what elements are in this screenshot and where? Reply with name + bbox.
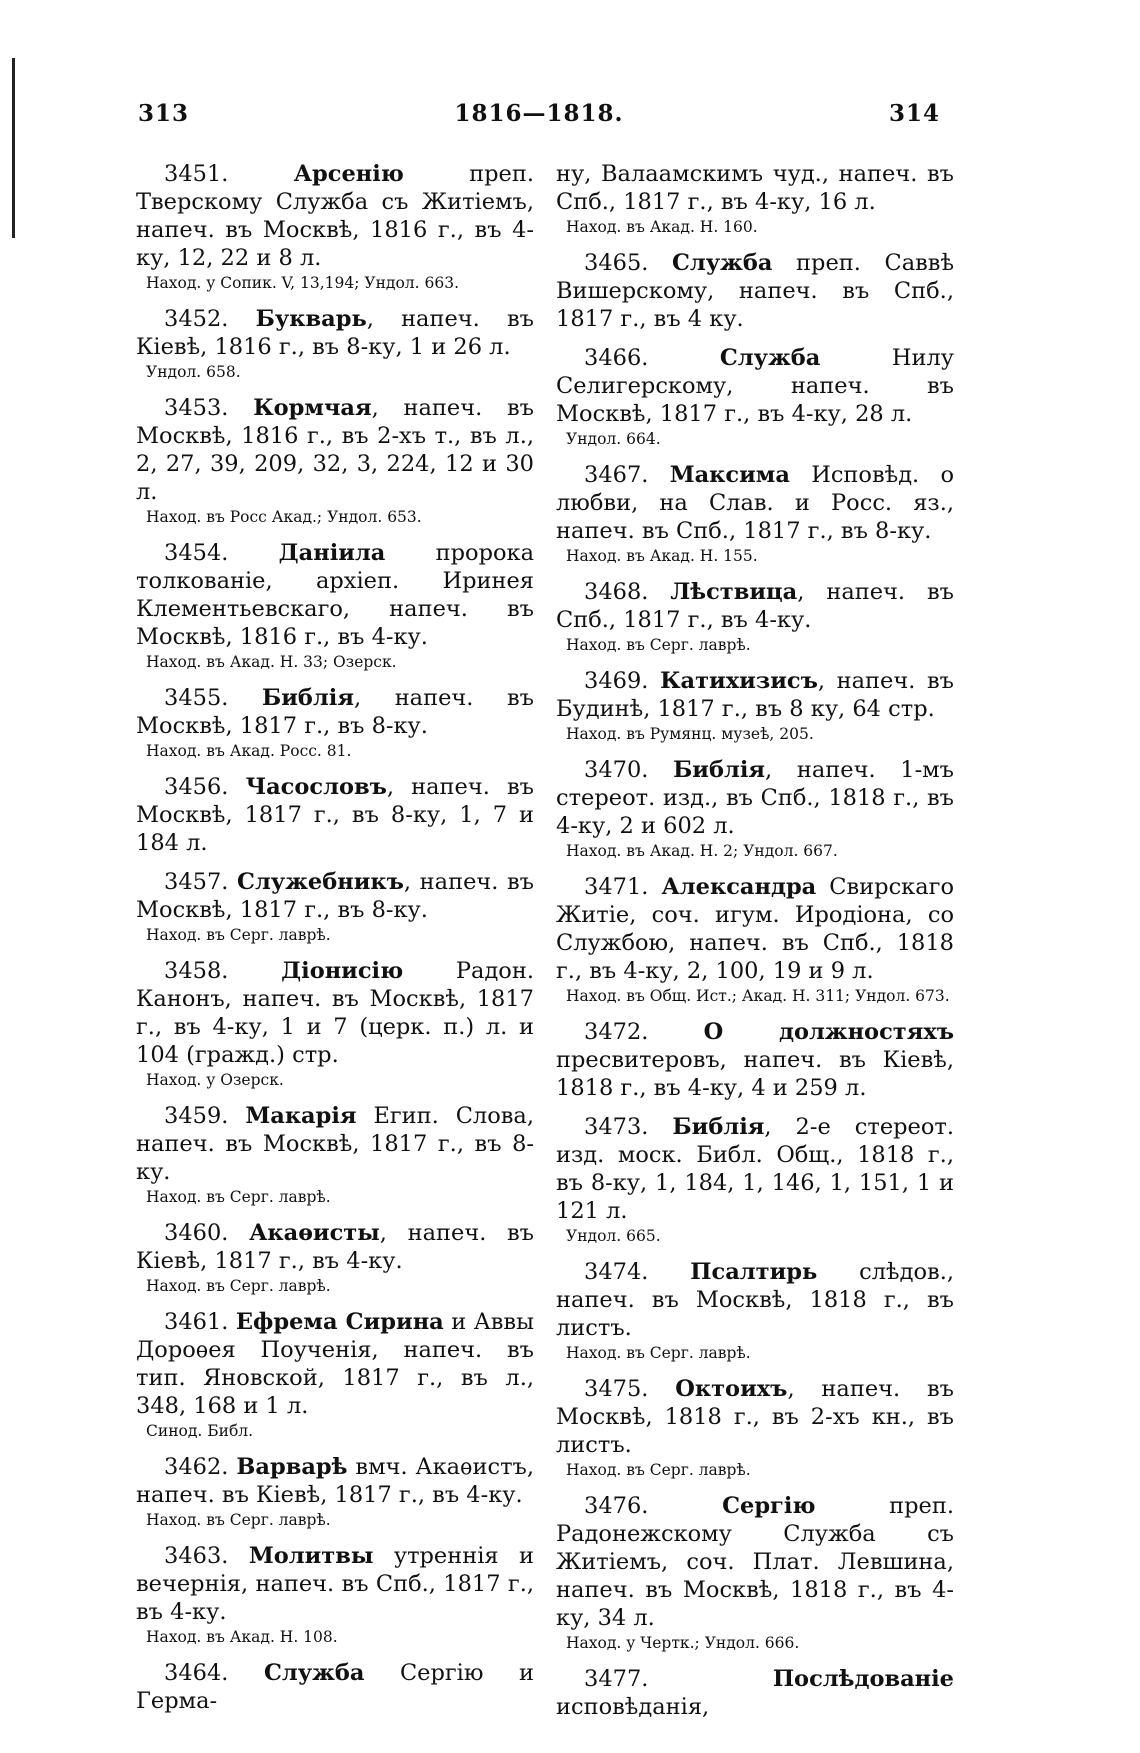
catalog-entry — [136, 1453, 534, 1531]
entry-location: Наход. у Сопик. V, 13,194; Ундол. 663. — [146, 274, 460, 292]
entry-number: 3468. — [584, 579, 649, 605]
entry-body — [136, 305, 534, 361]
catalog-entry — [136, 1659, 534, 1715]
entry-number: 3473. — [584, 1114, 649, 1140]
entry-number: 3456. — [164, 774, 229, 800]
entry-text: , напеч. въ Москвѣ, 1817 г., въ 8-ку, 1, 7 и 184 л. — [136, 774, 534, 856]
entry-text: исповѣданія, — [556, 1694, 710, 1720]
entry-number: 3451. — [164, 161, 229, 187]
entry-body — [136, 539, 534, 651]
entry-text: , напеч. 1-мъ стереот. изд., въ Спб., 1818 г., въ 4-ку, 2 и 602 л. — [556, 757, 954, 839]
entry-headword: Служба — [672, 250, 773, 276]
entry-text: Нилу Селигерскому, напеч. въ Москвѣ, 1817 г., въ 4-ку, 28 л. — [556, 345, 954, 427]
entry-headword: Молитвы — [248, 1543, 374, 1569]
entry-location: Ундол. 664. — [566, 430, 661, 448]
entry-location: Наход. въ Серг. лаврѣ. — [566, 1461, 751, 1479]
entry-number: 3462. — [164, 1454, 229, 1480]
entry-headword: Акаѳисты — [249, 1220, 380, 1246]
entry-number: 3458. — [164, 958, 229, 984]
entry-body — [136, 1659, 534, 1715]
entry-body — [136, 1453, 534, 1509]
entry-body — [136, 773, 534, 857]
catalog-entry — [556, 578, 954, 656]
entry-number: 3469. — [584, 668, 649, 694]
entry-headword: Сергію — [722, 1493, 816, 1519]
entry-number: 3466. — [584, 345, 649, 371]
entry-body — [136, 1308, 534, 1420]
entry-number: 3472. — [584, 1019, 649, 1045]
entry-headword: Библія — [262, 685, 354, 711]
entry-body — [136, 684, 534, 740]
entry-number: 3457. — [164, 869, 229, 895]
catalog-entry — [556, 667, 954, 745]
catalog-entry — [136, 305, 534, 383]
entry-text: , напеч. въ Кіевѣ, 1816 г., въ 8-ку, 1 и 26 л. — [136, 306, 534, 360]
entry-body — [556, 1665, 954, 1721]
entry-text: и Аввы Дороѳея Поученія, напеч. въ тип. Яновской, 1817 г., въ л., 348, 168 и 1 л. — [136, 1309, 534, 1419]
entry-body — [136, 160, 534, 272]
entry-headword: Даніила — [278, 540, 386, 566]
entry-text: , напеч. въ Будинѣ, 1817 г., въ 8 ку, 64 стр. — [556, 668, 954, 722]
entry-body — [136, 394, 534, 506]
entry-body — [556, 578, 954, 634]
entry-location: Наход. у Чертк.; Ундол. 666. — [566, 1634, 800, 1652]
entry-number: 3475. — [584, 1376, 649, 1402]
catalog-entry — [556, 756, 954, 862]
entry-location: Наход. въ Серг. лаврѣ. — [146, 926, 331, 944]
entry-number: 3467. — [584, 462, 649, 488]
binding-edge — [12, 58, 15, 238]
entry-number: 3471. — [584, 874, 649, 900]
right-column — [556, 160, 954, 1732]
catalog-entry — [136, 684, 534, 762]
catalog-entry — [136, 539, 534, 673]
entry-location: Наход. въ Акад. Росс. 81. — [146, 742, 352, 760]
entry-location: Наход. въ Серг. лаврѣ. — [146, 1511, 331, 1529]
page-number-right: 314 — [888, 100, 940, 127]
entry-location: Наход. въ Серг. лаврѣ. — [146, 1188, 331, 1206]
entry-location: Наход. въ Росс Акад.; Ундол. 653. — [146, 508, 422, 526]
entry-number: 3455. — [164, 685, 229, 711]
entry-body — [136, 868, 534, 924]
entry-text: преп. Радонежскому Служба съ Житіемъ, соч. Плат. Левшина, напеч. въ Москвѣ, 1818 г., въ 4-ку, 34 л. — [556, 1493, 954, 1631]
entry-headword: Служба — [263, 1660, 365, 1686]
entry-headword: Библія — [673, 757, 766, 783]
entry-number: 3453. — [164, 395, 229, 421]
entry-text: Исповѣд. о любви, на Слав. и Росс. яз., напеч. въ Спб., 1817 г., въ 8-ку. — [556, 462, 955, 544]
entry-location: Наход. въ Серг. лаврѣ. — [566, 636, 751, 654]
catalog-entry — [556, 1375, 954, 1481]
entry-number: 3470. — [584, 757, 649, 783]
entry-location: Наход. въ Серг. лаврѣ. — [146, 1277, 331, 1295]
entry-body — [136, 1219, 534, 1275]
entry-number: 3452. — [164, 306, 229, 332]
entry-location: Синод. Библ. — [146, 1422, 254, 1440]
entry-location: Наход. въ Акад. Н. 33; Озерск. — [146, 653, 397, 671]
entry-text: Егип. Слова, напеч. въ Москвѣ, 1817 г., въ 8-ку. — [136, 1103, 534, 1185]
entry-headword: Кормчая — [253, 395, 372, 421]
entry-number: 3463. — [164, 1543, 229, 1569]
catalog-entry — [556, 873, 954, 1007]
continued-entry — [556, 160, 954, 238]
entry-body — [556, 461, 954, 545]
entry-location: Наход. въ Акад. Н. 155. — [566, 547, 758, 565]
catalog-entry — [556, 1018, 954, 1102]
catalog-entry — [136, 160, 534, 294]
entry-text: Сергію и Герма- — [136, 1660, 534, 1714]
entry-number: 3474. — [584, 1259, 649, 1285]
entry-headword: Катихизисъ — [660, 668, 818, 694]
entry-text: преп. Саввѣ Вишерскому, напеч. въ Спб., 1817 г., въ 4 ку. — [556, 250, 955, 332]
entry-number: 3461. — [164, 1309, 229, 1335]
catalog-entry — [136, 773, 534, 857]
entry-location: Ундол. 665. — [566, 1227, 661, 1245]
entry-headword: Псалтирь — [690, 1259, 818, 1285]
entry-body — [556, 756, 954, 840]
entry-headword: Послѣдованіе — [772, 1666, 954, 1692]
catalog-entry — [136, 1542, 534, 1648]
entry-location: Наход. въ Румянц. музеѣ, 205. — [566, 725, 814, 743]
entry-text: утреннія и вечернія, напеч. въ Спб., 1817 г., въ 4-ку. — [136, 1543, 535, 1625]
entry-location: Наход. въ Общ. Ист.; Акад. Н. 311; Ундол. 673. — [566, 987, 950, 1005]
catalog-entry — [136, 394, 534, 528]
entry-text: , 2-е стереот. изд. моск. Библ. Общ., 1818 г., въ 8-ку, 1, 184, 1, 146, 1, 151, 1 и 121 л. — [556, 1114, 954, 1224]
entry-body — [556, 667, 954, 723]
entry-number: 3459. — [164, 1103, 229, 1129]
header-years: 1816—1818. — [454, 100, 624, 127]
entry-text: , напеч. въ Москвѣ, 1817 г., въ 8-ку. — [136, 869, 534, 923]
entry-location: Наход. въ Серг. лаврѣ. — [566, 1344, 751, 1362]
entry-text: преп. Тверскому Служба съ Житіемъ, напеч. въ Москвѣ, 1816 г., въ 4-ку, 12, 22 и 8 л. — [136, 161, 535, 271]
entry-text: , напеч. въ Москвѣ, 1816 г., въ 2-хъ т., въ л., 2, 27, 39, 209, 32, 3, 224, 12 и 30 л. — [136, 395, 534, 505]
entry-body — [556, 1258, 954, 1342]
running-header — [138, 100, 940, 136]
entry-number: 3465. — [584, 250, 649, 276]
entry-location: Наход. въ Акад. Н. 108. — [146, 1628, 338, 1646]
entry-body — [556, 1492, 954, 1632]
entry-text: пресвитеровъ, напеч. въ Кіевѣ, 1818 г., въ 4-ку, 4 и 259 л. — [556, 1047, 954, 1101]
entry-text: , напеч. въ Кіевѣ, 1817 г., въ 4-ку. — [136, 1220, 534, 1274]
entry-headword: Служебникъ — [237, 869, 404, 895]
entry-text: слѣдов., напеч. въ Москвѣ, 1818 г., въ листъ. — [556, 1259, 954, 1341]
entry-number: 3477. — [584, 1666, 649, 1692]
entry-headword: Часословъ — [245, 774, 387, 800]
entry-location: Наход. въ Акад. Н. 160. — [566, 218, 758, 236]
left-column — [136, 160, 534, 1726]
entry-headword: О должностяхъ — [703, 1019, 955, 1045]
catalog-entry — [136, 1102, 534, 1208]
entry-text: ну, Валаамскимъ чуд., напеч. въ Спб., 1817 г., въ 4-ку, 16 л. — [556, 161, 954, 215]
catalog-entry — [556, 1492, 954, 1654]
entry-headword: Арсенію — [293, 161, 404, 187]
entry-number: 3476. — [584, 1493, 649, 1519]
entry-headword: Лѣствица — [670, 579, 798, 605]
entry-text: , напеч. въ Спб., 1817 г., въ 4-ку. — [556, 579, 954, 633]
entry-text: , напеч. въ Москвѣ, 1817 г., въ 8-ку. — [136, 685, 534, 739]
entry-number: 3464. — [164, 1660, 229, 1686]
entry-body — [556, 1113, 954, 1225]
entry-headword: Библія — [672, 1114, 765, 1140]
entry-headword: Ефрема Сирина — [235, 1309, 444, 1335]
entry-text: вмч. Акаѳистъ, напеч. въ Кіевѣ, 1817 г., въ 4-ку. — [136, 1454, 534, 1508]
entry-location: Наход. въ Акад. Н. 2; Ундол. 667. — [566, 842, 838, 860]
catalog-entry — [556, 1113, 954, 1247]
entry-number: 3454. — [164, 540, 229, 566]
entry-text: , напеч. въ Москвѣ, 1818 г., въ 2-хъ кн., въ листъ. — [556, 1376, 954, 1458]
entry-body — [556, 249, 954, 333]
catalog-entry — [556, 249, 954, 333]
page-number-left: 313 — [138, 100, 190, 127]
entry-location: Ундол. 658. — [146, 363, 241, 381]
entry-body — [136, 957, 534, 1069]
catalog-entry — [136, 957, 534, 1091]
entry-headword: Букварь — [255, 306, 367, 332]
entry-location: Наход. у Озерск. — [146, 1071, 284, 1089]
catalog-entry — [556, 1258, 954, 1364]
entry-headword: Варварѣ — [236, 1454, 348, 1480]
entry-headword: Макарія — [245, 1103, 357, 1129]
entry-body — [556, 344, 954, 428]
catalog-entry — [556, 1665, 954, 1721]
entry-body — [556, 873, 954, 985]
entry-headword: Октоихъ — [675, 1376, 788, 1402]
entry-text: Радон. Канонъ, напеч. въ Москвѣ, 1817 г., въ 4-ку, 1 и 7 (церк. п.) л. и 104 (гражд.) стр. — [136, 958, 534, 1068]
catalog-entry — [136, 868, 534, 946]
catalog-entry — [556, 461, 954, 567]
entry-headword: Діонисію — [281, 958, 404, 984]
entry-text: пророка толкованіе, архіеп. Иринея Клементьевскаго, напеч. въ Москвѣ, 1816 г., въ 4-ку. — [136, 540, 534, 650]
catalog-entry — [136, 1308, 534, 1442]
catalog-entry — [136, 1219, 534, 1297]
entry-headword: Служба — [719, 345, 821, 371]
entry-body — [556, 1018, 954, 1102]
entry-headword: Максима — [669, 462, 790, 488]
entry-body — [136, 1542, 534, 1626]
catalog-entry — [556, 344, 954, 450]
entry-text: Свирскаго Житіе, соч. игум. Иродіона, со Службою, напеч. въ Спб., 1818 г., въ 4-ку, 2, 100, 19 и 9 л. — [556, 874, 954, 984]
entry-body — [136, 1102, 534, 1186]
entry-number: 3460. — [164, 1220, 229, 1246]
entry-headword: Александра — [661, 874, 817, 900]
entry-body — [556, 1375, 954, 1459]
